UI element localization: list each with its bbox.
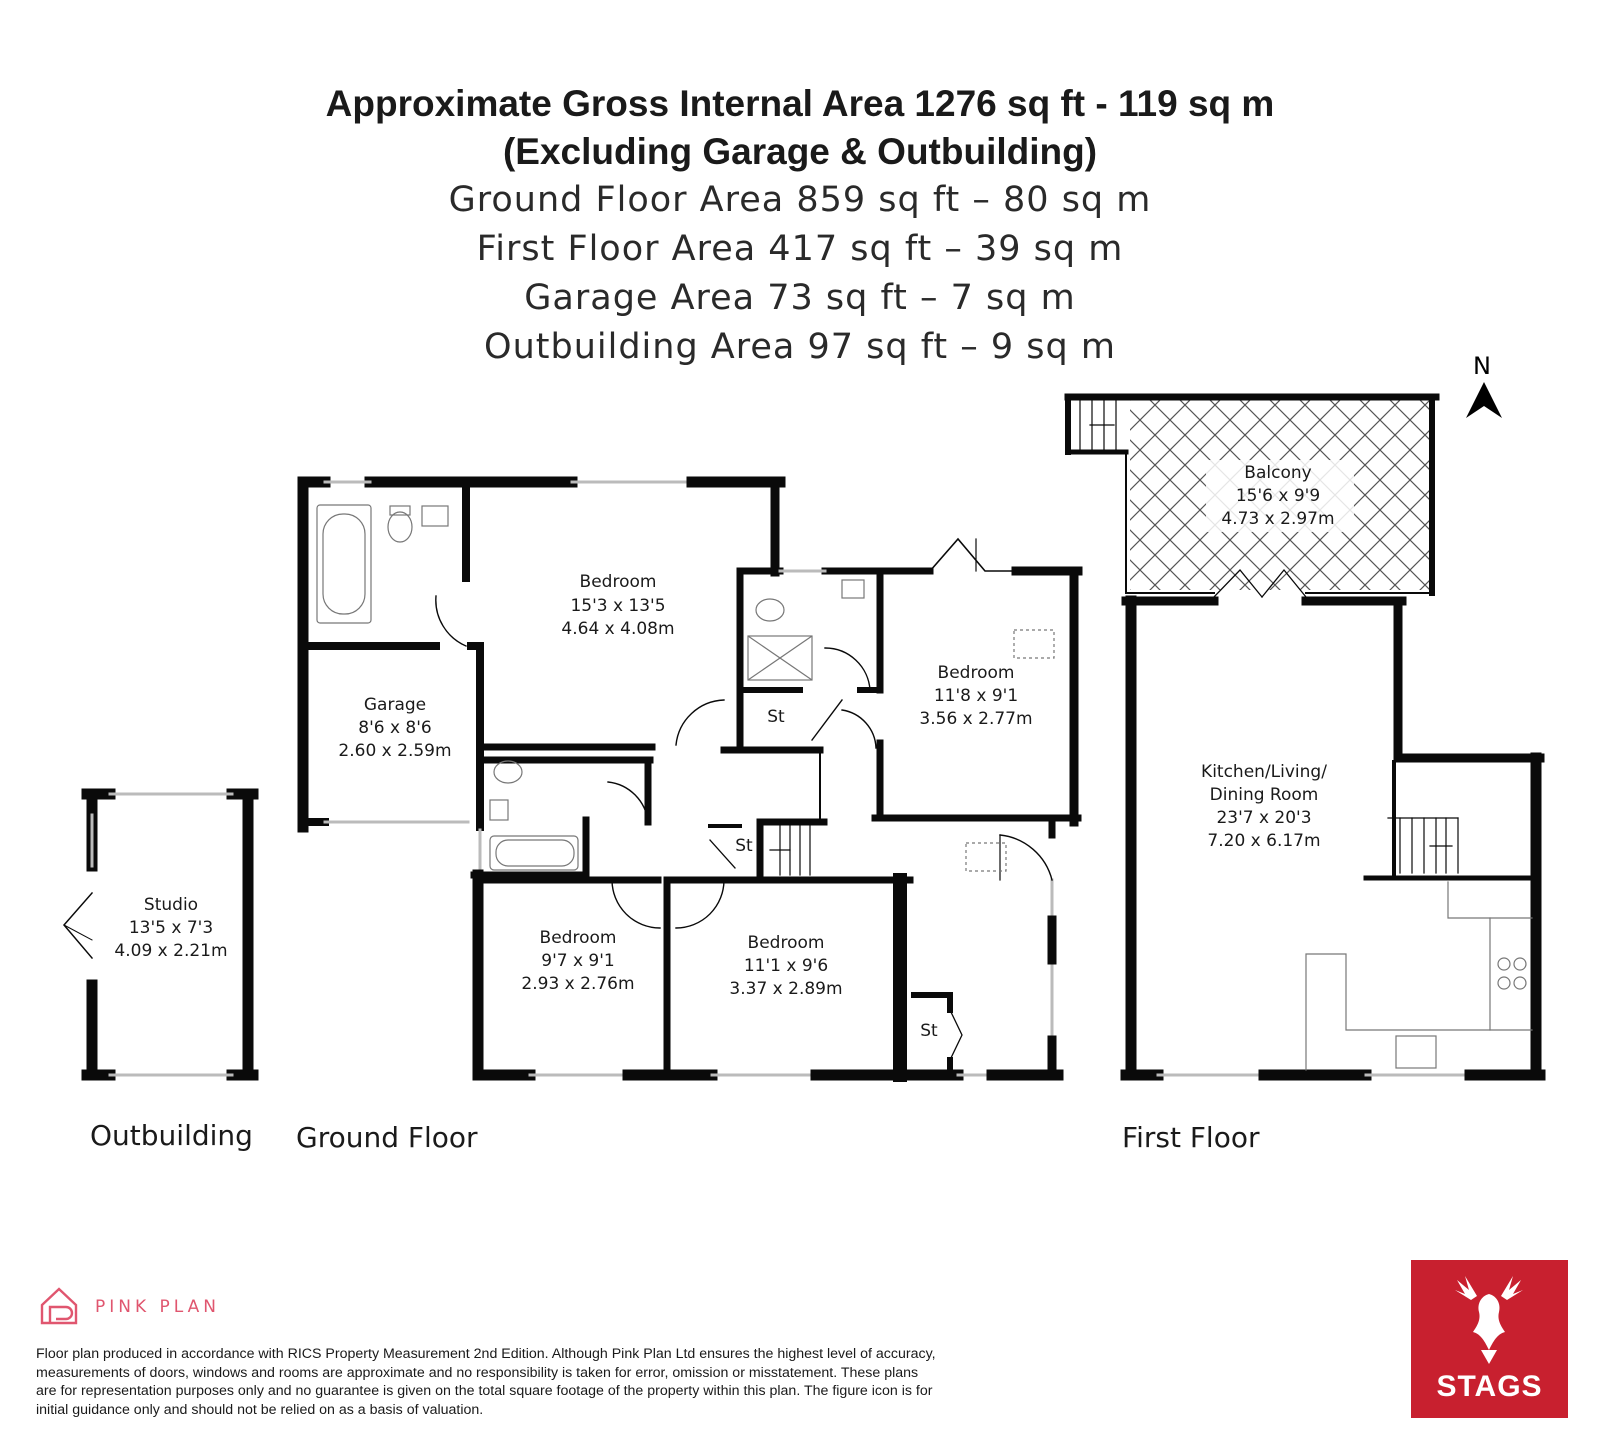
svg-text:4.09 x 2.21m: 4.09 x 2.21m bbox=[114, 941, 228, 961]
svg-text:8'6 x 8'6: 8'6 x 8'6 bbox=[358, 718, 432, 738]
gross-area-headline: Approximate Gross Internal Area 1276 sq ft - 119 sq m bbox=[325, 83, 1275, 124]
svg-text:2.93 x 2.76m: 2.93 x 2.76m bbox=[521, 974, 635, 994]
bedroom-east-label bbox=[919, 663, 1032, 729]
stag-head-icon bbox=[1411, 1260, 1568, 1370]
svg-text:15'3 x 13'5: 15'3 x 13'5 bbox=[570, 596, 666, 616]
svg-text:3.56 x 2.77m: 3.56 x 2.77m bbox=[919, 709, 1033, 729]
bedroom-main-label bbox=[561, 572, 674, 639]
garage-label bbox=[338, 695, 451, 761]
bedroom-s-label bbox=[729, 933, 842, 999]
gross-area-note: (Excluding Garage & Outbuilding) bbox=[502, 131, 1098, 172]
svg-text:Balcony: Balcony bbox=[1244, 463, 1312, 483]
ground-floor-area: Ground Floor Area 859 sq ft – 80 sq m bbox=[448, 180, 1152, 220]
ground-floor-label: Ground Floor bbox=[296, 1121, 478, 1154]
svg-text:2.60 x 2.59m: 2.60 x 2.59m bbox=[338, 741, 452, 761]
garage-area: Garage Area 73 sq ft – 7 sq m bbox=[524, 278, 1076, 318]
ground-floor-plan bbox=[303, 482, 1078, 1075]
svg-text:Garage: Garage bbox=[363, 695, 427, 715]
svg-text:23'7 x 20'3: 23'7 x 20'3 bbox=[1216, 808, 1312, 828]
outbuilding-floor-label: Outbuilding bbox=[90, 1119, 253, 1152]
svg-text:3.37 x 2.89m: 3.37 x 2.89m bbox=[729, 979, 843, 999]
store-label-3: St bbox=[920, 1021, 938, 1041]
pink-plan-logo-icon bbox=[36, 1283, 82, 1329]
svg-text:11'8 x 9'1: 11'8 x 9'1 bbox=[933, 686, 1019, 706]
svg-text:Bedroom: Bedroom bbox=[539, 928, 617, 948]
first-floor-label: First Floor bbox=[1122, 1121, 1260, 1154]
store-label-1: St bbox=[767, 707, 785, 727]
svg-text:13'5 x 7'3: 13'5 x 7'3 bbox=[128, 918, 214, 938]
svg-text:4.64 x 4.08m: 4.64 x 4.08m bbox=[561, 619, 675, 639]
svg-text:Studio: Studio bbox=[143, 895, 199, 915]
balcony-label bbox=[1206, 460, 1354, 532]
outbuilding-area: Outbuilding Area 97 sq ft – 9 sq m bbox=[484, 327, 1116, 367]
svg-text:11'1 x 9'6: 11'1 x 9'6 bbox=[743, 956, 829, 976]
first-floor-area: First Floor Area 417 sq ft – 39 sq m bbox=[476, 229, 1124, 269]
svg-text:N: N bbox=[1473, 352, 1491, 380]
svg-text:9'7 x 9'1: 9'7 x 9'1 bbox=[541, 951, 615, 971]
svg-text:7.20 x 6.17m: 7.20 x 6.17m bbox=[1207, 831, 1321, 851]
stags-logo bbox=[1411, 1260, 1568, 1418]
svg-text:Kitchen/Living/: Kitchen/Living/ bbox=[1201, 762, 1327, 782]
store-label-2: St bbox=[735, 836, 753, 856]
disclaimer-text: Floor plan produced in accordance with RICS Property Measurement 2nd Edition. Although Pink Plan Ltd ensures the highest level of accuracy, measurements of doors, windows and rooms are approximate and no responsibility is taken for error, omission or misstatement. These plans are for representation purposes only and no guarantee is given on the total square footage of the property within this plan. The figure icon is for initial guidance only and should not be relied on as a basis of valuation. bbox=[36, 1346, 936, 1418]
svg-text:Bedroom: Bedroom bbox=[937, 663, 1015, 683]
pink-plan-wordmark: PINK PLAN bbox=[95, 1297, 220, 1317]
svg-text:Bedroom: Bedroom bbox=[747, 933, 825, 953]
north-arrow-icon bbox=[1466, 352, 1502, 418]
svg-text:15'6 x 9'9: 15'6 x 9'9 bbox=[1235, 486, 1321, 506]
kitchen-living-dining-label bbox=[1201, 762, 1327, 851]
svg-text:Bedroom: Bedroom bbox=[579, 572, 657, 592]
stags-wordmark: STAGS bbox=[1436, 1370, 1543, 1403]
svg-text:4.73 x 2.97m: 4.73 x 2.97m bbox=[1221, 509, 1335, 529]
bedroom-sw-label bbox=[521, 928, 634, 994]
svg-text:Dining Room: Dining Room bbox=[1209, 785, 1319, 805]
